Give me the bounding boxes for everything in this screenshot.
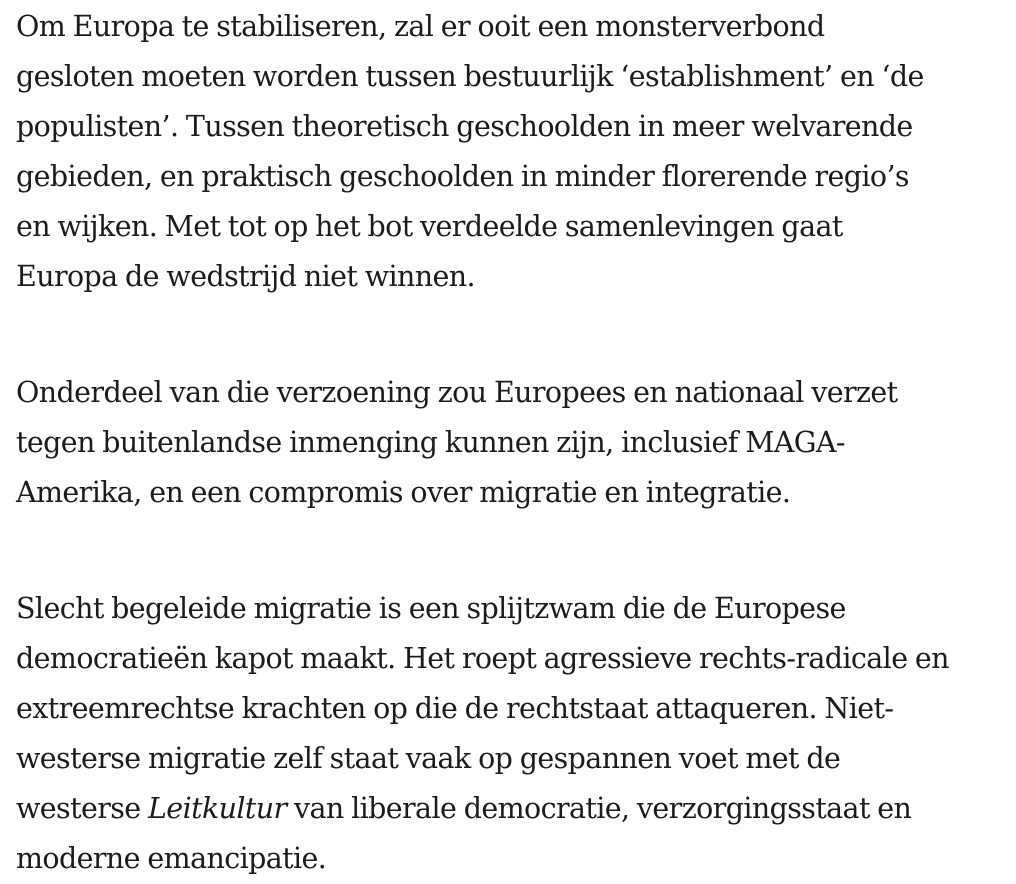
paragraph-1 [16,2,1014,302]
text-line: tegen buitenlandse inmenging kunnen zijn, inclusief MAGA- [16,426,845,459]
text-line: Europa de wedstrijd niet winnen. [16,260,476,293]
text-line: Slecht begeleide migratie is een splijtzwam die de Europese [16,592,846,625]
text-line-with-emphasis [16,784,1014,834]
text-line: populisten’. Tussen theoretisch geschoolden in meer welvarende [16,110,913,143]
article-body [16,2,1014,884]
paragraph-2 [16,368,1014,518]
text-fragment: van liberale democratie, verzorgingsstaat en [286,792,912,825]
text-line: moderne emancipatie. [16,842,327,875]
text-line: Onderdeel van die verzoening zou Europees en nationaal verzet [16,376,898,409]
emphasized-term: Leitkultur [147,792,287,825]
text-line: Om Europa te stabiliseren, zal er ooit een monsterverbond [16,10,825,43]
text-line: Amerika, en een compromis over migratie en integratie. [16,476,791,509]
paragraph-3 [16,584,1014,884]
text-line: gebieden, en praktisch geschoolden in minder florerende regio’s [16,160,909,193]
text-line: gesloten moeten worden tussen bestuurlijk ‘establishment’ en ‘de [16,60,924,93]
text-line: democratieën kapot maakt. Het roept agressieve rechts-radicale en [16,642,949,675]
text-line: westerse migratie zelf staat vaak op gespannen voet met de [16,742,841,775]
text-fragment: westerse [16,792,148,825]
text-line: extreemrechtse krachten op die de rechtstaat attaqueren. Niet- [16,692,894,725]
text-line: en wijken. Met tot op het bot verdeelde samenlevingen gaat [16,210,843,243]
